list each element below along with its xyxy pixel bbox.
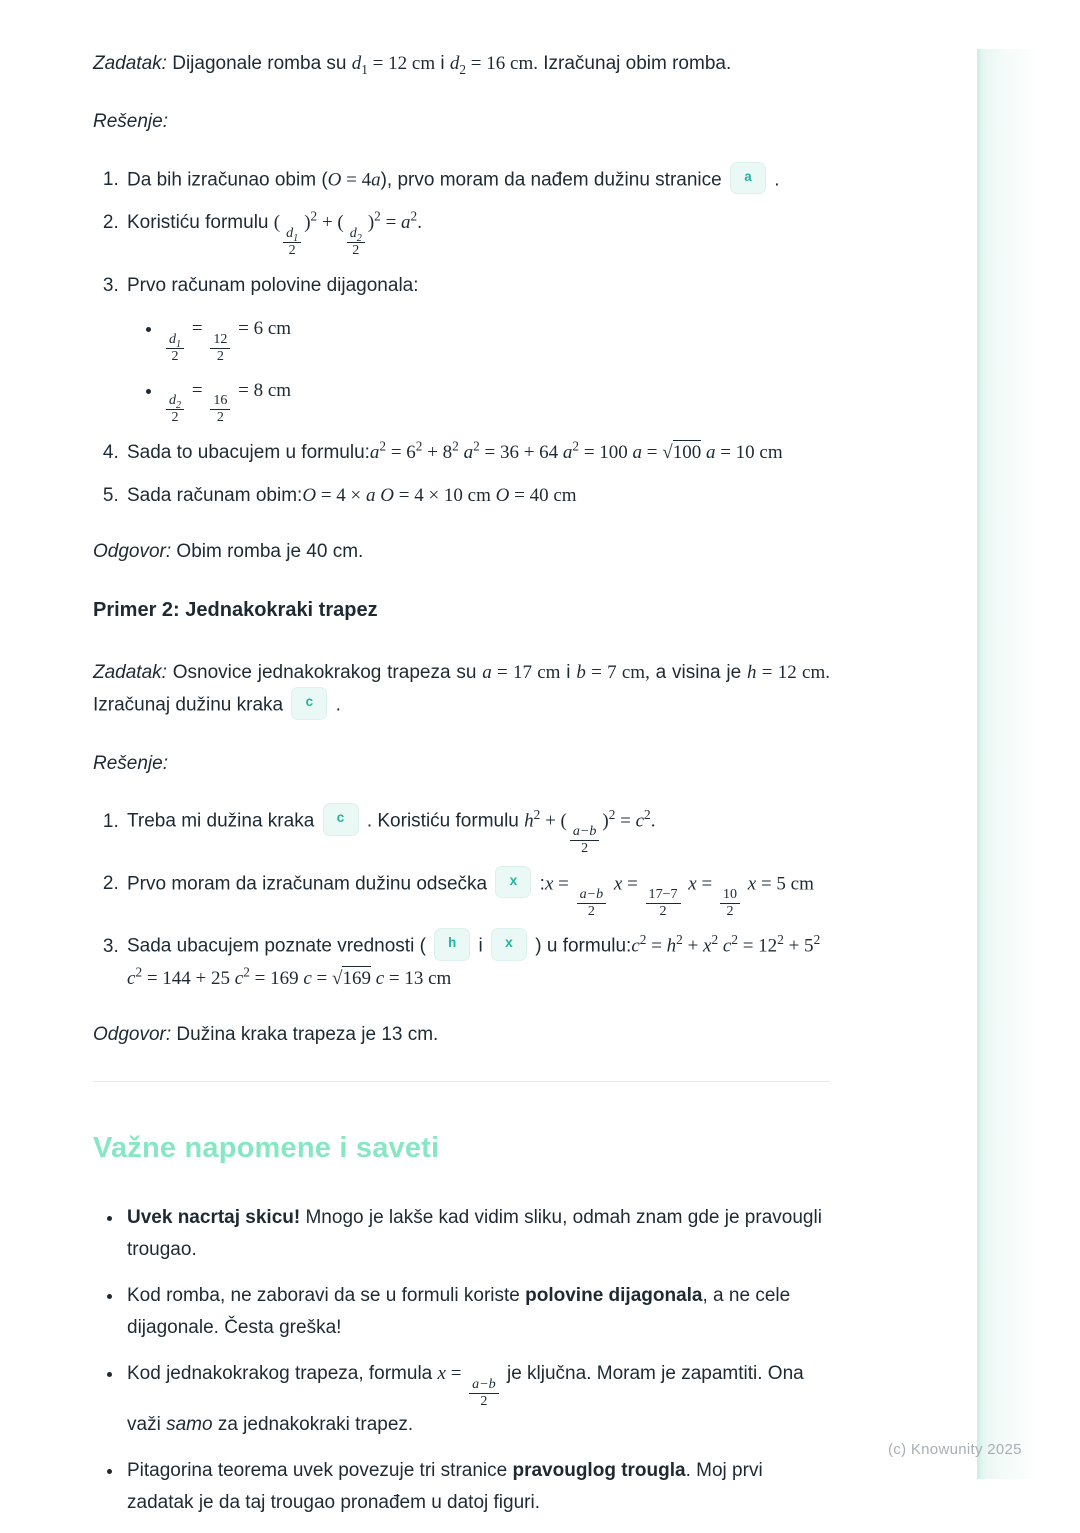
fraction: • $\frac{d_1}{2}$	[166, 332, 184, 365]
fraction: $\frac{16}{2}$	[210, 393, 230, 426]
example2-heading: Primer 2: Jednakokraki trapez	[93, 598, 378, 621]
problem1-steps	[93, 164, 830, 512]
fraction: $\frac{12}{2}$	[210, 332, 230, 365]
tips-heading: Važne napomene i saveti	[93, 1131, 440, 1164]
solution-step: 2. Prvo moram da izračunam dužinu odsečka x :x = $\frac{a-b}{2}$ x = $\frac{17-7}{2}$ x = $\frac{10}{2}$ x = 5 cm	[124, 868, 830, 919]
problem2-solution-label: Rešenje:	[93, 752, 168, 774]
fraction: $\frac{10}{2}$	[720, 887, 740, 920]
variable-chip: a	[730, 162, 766, 195]
problem2-task: Zadatak: Osnovice jednakokrakog trapeza su a = 17 cm i b = 7 cm, a visina je h = 12 cm. Izračunaj dužinu kraka c .	[93, 657, 830, 721]
fraction: $\frac{d_2}{2}$	[347, 226, 365, 259]
problem1-solution-label: Rešenje:	[93, 110, 168, 132]
fraction: $\frac{a-b}{2}$	[469, 1377, 499, 1410]
tips-list	[93, 1202, 830, 1519]
variable-chip: c	[291, 687, 327, 720]
variable-chip: c	[323, 803, 359, 836]
tip-item: • Uvek nacrtaj skicu! Mnogo je lakše kad vidim sliku, odmah znam gde je pravougli trougao.	[124, 1202, 830, 1266]
tip-item: • Pitagorina teorema uvek povezuje tri stranice pravouglog trougla. Moj prvi zadatak je da taj trougao pronađem u datoj figuri.	[124, 1455, 830, 1519]
problem2-answer: Odgovor: Dužina kraka trapeza je 13 cm.	[93, 1023, 439, 1045]
square-root: √100	[662, 441, 702, 463]
solution-step: 1. Treba mi dužina kraka c . Koristiću formulu $h^2$ + ( $\frac{a-b}{2}$ )$^2 = c^2$.	[124, 805, 830, 856]
fraction: $\frac{d_1}{2}$	[283, 226, 301, 259]
tip-item: • Kod romba, ne zaboravi da se u formuli koriste polovine dijagonala, a ne cele dijagonale. Česta greška!	[124, 1280, 830, 1344]
fraction: $\frac{a-b}{2}$	[570, 824, 600, 857]
page-edge-gradient	[977, 49, 1033, 1479]
fraction: • $\frac{d_2}{2}$	[166, 393, 184, 426]
document-content	[93, 48, 830, 1533]
problem1-task: Zadatak: Dijagonale romba su $d_1 = 12$ cm i $d_2 = 16$ cm. Izračunaj obim romba.	[93, 53, 732, 77]
sub-bullet: • $\frac{d_1}{2}$ = $\frac{12}{2}$ = 6 cm	[163, 313, 830, 364]
solution-step: 1. Da bih izračunao obim (O = 4a), prvo moram da nađem dužinu stranice a .	[124, 164, 830, 197]
step-sub-list	[127, 313, 830, 425]
solution-step: 4. Sada to ubacujem u $formulu:a^2 = 6^2 + 8^2$ $a^2 = 36 + 64$ $a^2 = 100$ a = √100 a = 10 cm	[124, 437, 830, 469]
solution-step: 5. Sada računam obim:O = 4 × a O = 4 × 10 cm O = 40 cm	[124, 480, 830, 512]
square-root: √169	[332, 967, 371, 989]
section-divider	[93, 1081, 830, 1082]
solution-step: 2. Koristiću formulu ( $\frac{d_1}{2}$ )$^2$ + ( $\frac{d_2}{2}$ )$^2 = a^2$.	[124, 207, 830, 258]
variable-chip: x	[491, 928, 527, 961]
fraction: $\frac{17-7}{2}$	[646, 887, 681, 920]
copyright-watermark: (c) Knowunity 2025	[888, 1441, 1022, 1458]
solution-step: 3. Prvo računam polovine dijagonala: • $\frac{d_1}{2}$ = $\frac{12}{2}$ = 6 cm • $\frac{d_2}{2}$ = $\frac{16}{2}$ = 8 cm	[124, 270, 830, 426]
solution-step: 3. Sada ubacujem poznate vrednosti ( h i x ) u $formulu:c^2 = h^2 + x^2$ $c^2 = 12^2 + 5^2$ $c^2 = 144 + 25$ $c^2 = 169$ c = √169 c = 13 cm	[124, 930, 830, 994]
sub-bullet: • $\frac{d_2}{2}$ = $\frac{16}{2}$ = 8 cm	[163, 375, 830, 426]
tip-item: • Kod jednakokrakog trapeza, formula x = $\frac{a-b}{2}$ je ključna. Moram je zapamtiti. Ona važi samo za jednakokraki trapez.	[124, 1358, 830, 1441]
fraction: $\frac{a-b}{2}$	[577, 887, 607, 920]
variable-chip: h	[434, 928, 470, 961]
problem1-answer: Odgovor: Obim romba je 40 cm.	[93, 540, 364, 562]
problem2-steps	[93, 805, 830, 994]
variable-chip: x	[495, 866, 531, 899]
